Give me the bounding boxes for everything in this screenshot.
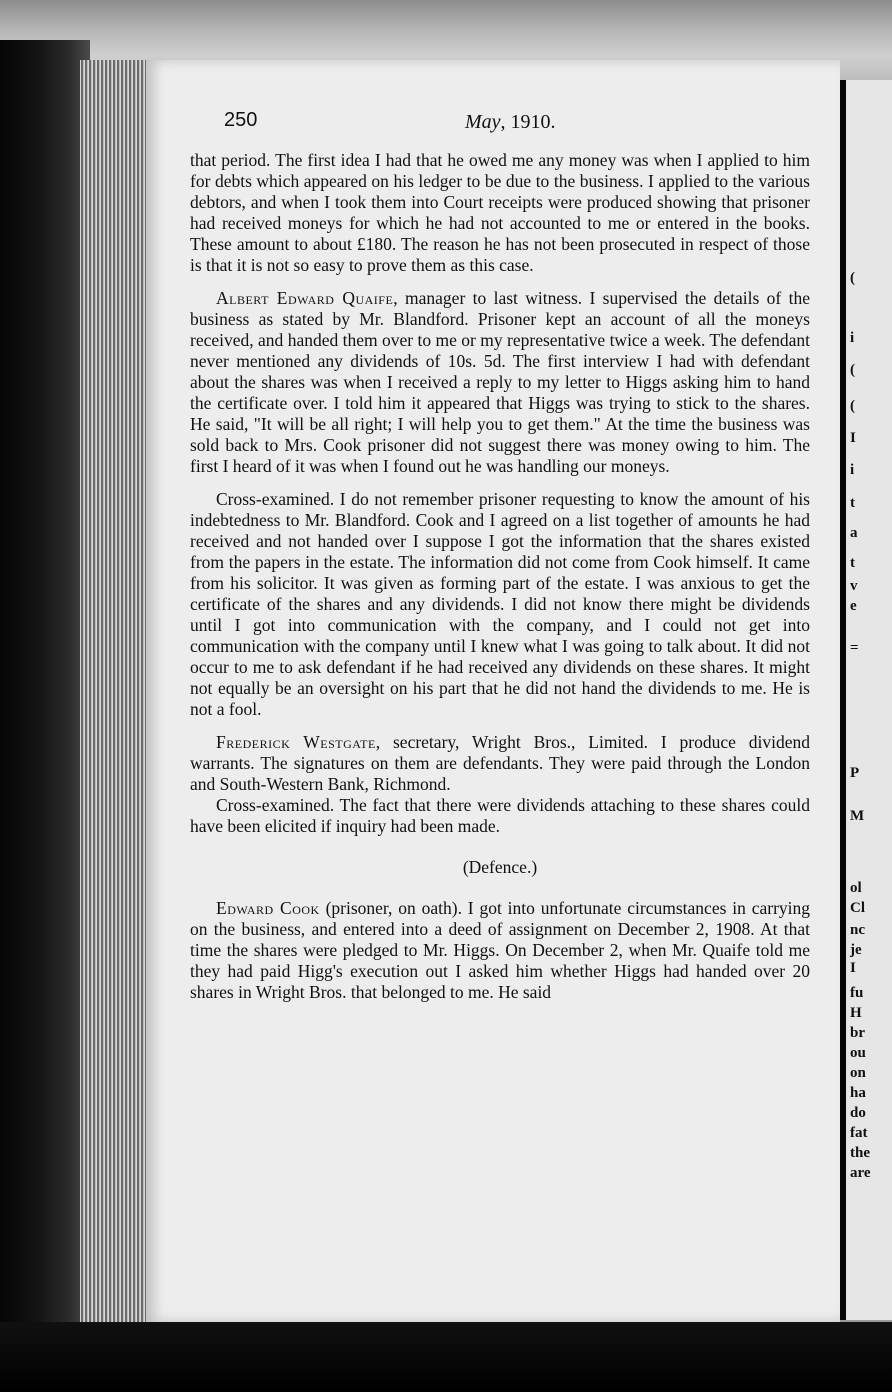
running-header [190,110,810,150]
page-text [190,110,810,1015]
facing-page-fragment: I [850,960,856,976]
facing-page-fragment: e [850,598,857,614]
paragraph [190,732,810,795]
running-title-month: May [465,111,501,133]
paragraph-text: that period. The first idea I had that he owed me any money was when I applied to him for debts which appeared on his ledger to be due to the business. I applied to the various debtors, and when I took them into Court receipts were produced showing that prisoner had received moneys for which he had not accounted to me or entered in the books. These amount to about £180. The reason he has not been prosecuted in respect of those is that it is not so easy to prove them as this case. [190,150,810,275]
facing-page-fragment: ha [850,1085,866,1101]
facing-page-fragment: H [850,1005,862,1021]
paragraph-text: (prisoner, on oath). I got into unfortunate circumstances in carrying on the business, and entered into a deed of assignment on December 2, 1908. At that time the shares were pledged to Mr. Higgs. On December 2, when Mr. Quaife told me they had paid Higg's execution out I asked him whether Higgs had handed over 20 shares in Wright Bros. that belonged to me. He said [190,898,811,1002]
book-page [146,60,840,1322]
facing-page-fragment: P [850,765,860,781]
running-title-year: , 1910. [500,111,556,133]
paragraph-text: , secretary, Wright Bros., Limited. I produce dividend warrants. The signatures on them are defendants. They were paid through the London and South-Western Bank, Richmond. [190,732,810,794]
facing-page-fragment: i [850,330,855,346]
facing-page-fragment: nc [850,922,865,938]
paragraph [190,795,810,837]
facing-page-fragment: I [850,430,856,446]
facing-page-fragment: ( [850,362,855,378]
facing-page-fragment: fat [850,1125,868,1141]
facing-page-fragment: fu [850,985,864,1001]
running-title [465,112,556,133]
facing-page-fragment: t [850,495,855,511]
facing-page-fragment: br [850,1025,865,1041]
paragraph-text: Cross-examined. I do not remember prisoner requesting to know the amount of his indebtedness to Mr. Blandford. Cook and I agreed on a list together of amounts he had received and not handed over I suppose I got the information that the shares existed from the papers in the estate. The information did not come from Cook himself. It came from his solicitor. It was given as forming part of the estate. I was anxious to get the certificate of the shares and any dividends. I did not know there might be dividends until I got into communication with the company, and I could not get into communication with the company until I knew what I was going to talk about. It did not occur to me to ask defendant if he had received any dividends on these shares. It might not equally be an oversight on his part that he did not hand the dividends to me. He is not a fool. [190,489,810,719]
facing-page-fragment: ( [850,398,855,414]
paragraph-text: , manager to last witness. I supervised the details of the business as stated by Mr. Blandford. Prisoner kept an account of all the moneys received, and handed them over to me or my representative twice a week. The defendant never mentioned any dividends of 10s. 5d. The first interview I had with defendant about the shares was when I received a reply to my letter to Higgs asking him to hand the certificate over. I told him it appeared that Higgs was trying to stick to the shares. He said, "It will be all right; I will help you to get them." At the time the business was sold back to Mrs. Cook prisoner did not suggest there was money owing to him. The first I heard of it was when I found out he was handling our moneys. [190,288,810,476]
left-shadow [0,40,90,1340]
facing-page-fragment: ol [850,880,862,896]
paragraph [190,150,810,276]
scan-bottom-border [0,1322,892,1392]
facing-page-fragment: M [850,808,865,824]
facing-page-fragment: i [850,462,855,478]
witness-name: Albert Edward Quaife [216,288,394,308]
facing-page-fragment: Cl [850,900,865,916]
paragraph [190,898,810,1003]
book-spine-page-edges [80,60,148,1330]
paragraph-text: Cross-examined. The fact that there were dividends attaching to these shares could have been elicited if inquiry had been made. [190,795,810,836]
paragraph [190,288,810,477]
facing-page-fragment: do [850,1105,866,1121]
facing-page-edge [840,80,892,1320]
facing-page-fragment: je [850,942,862,958]
defence-heading: (Defence.) [462,857,538,877]
facing-page-fragment: t [850,555,855,571]
facing-page-fragment: v [850,578,858,594]
page-number: 250 [224,109,258,131]
witness-name: Edward Cook [216,898,320,918]
witness-name: Frederick Westgate [216,732,376,752]
facing-page-fragment: the [850,1145,870,1161]
facing-page-fragment: are [850,1165,871,1181]
facing-page-fragment: = [850,640,859,656]
facing-page-fragment: a [850,525,858,541]
paragraph [190,489,810,720]
facing-page-fragment: on [850,1065,866,1081]
facing-page-fragment: ( [850,270,855,286]
facing-page-fragment: ou [850,1045,866,1061]
